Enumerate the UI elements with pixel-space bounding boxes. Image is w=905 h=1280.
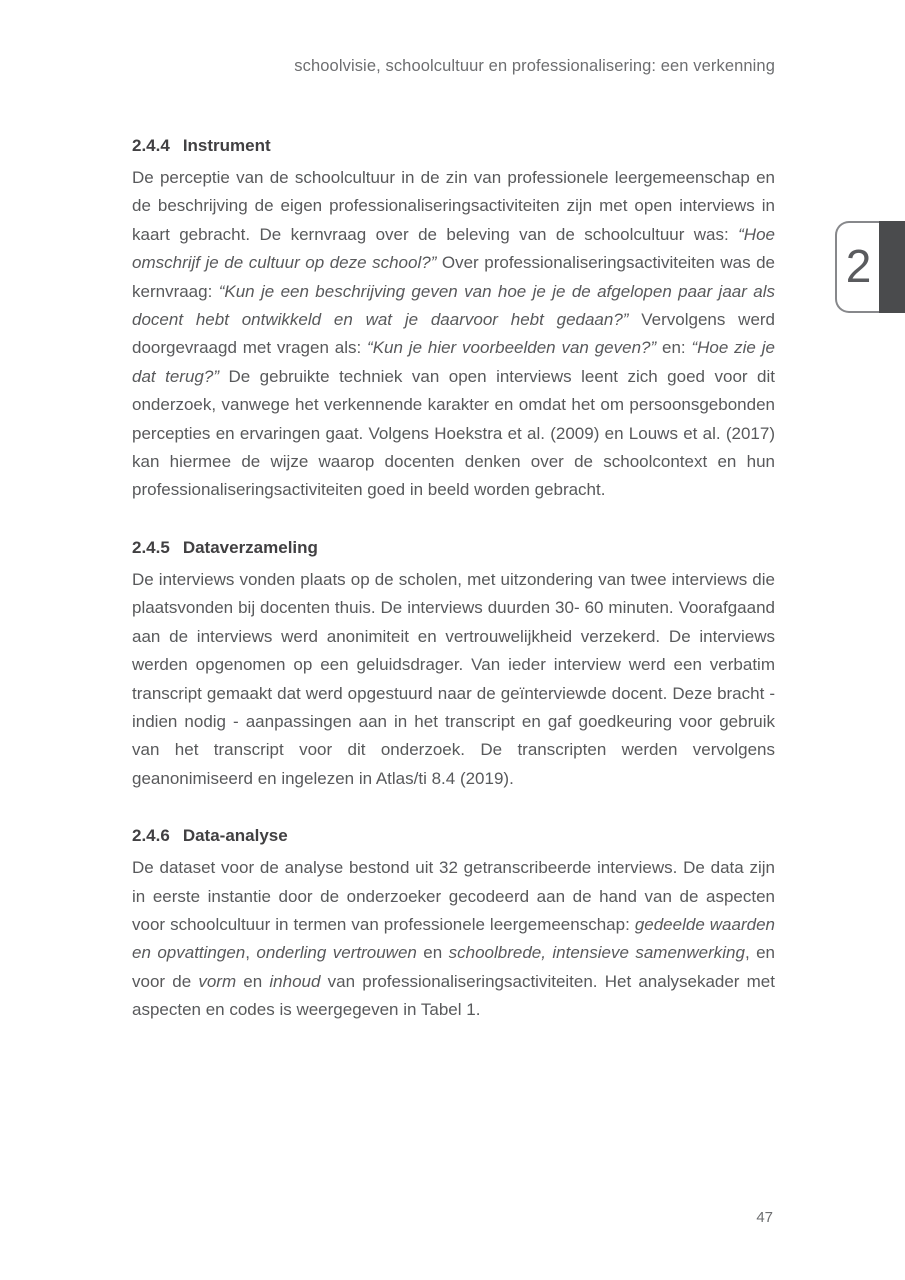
section-heading [132, 538, 775, 558]
section-title: Dataverzameling [182, 537, 318, 557]
section-paragraph: De dataset voor de analyse bestond uit 32 getranscribeerde interviews. De data zijn in eerste instantie door de onderzoeker gecodeerd aan de hand van de aspecten voor schoolcultuur in termen van professionele leergemeenschap: gedeelde waarden en opvattingen, onderling vertrouwen en schoolbrede, intensieve samenwerking, en voor de vorm en inhoud van professionaliseringsactiviteiten. Het analysekader met aspecten en codes is weergegeven in Tabel 1. [132, 858, 776, 1020]
section-title: Data-analyse [182, 826, 288, 846]
chapter-tab [835, 221, 880, 313]
section-number: 2.4.5 [132, 537, 170, 557]
section-dataverzameling [132, 538, 775, 793]
section-paragraph: De interviews vonden plaats op de scholen, met uitzondering van twee interviews die plaatsvonden bij docenten thuis. De interviews duurden 30- 60 minuten. Voorafgaand aan de interviews werd anonimiteit en vertrouwelijkheid verzekerd. De interviews werden opgenomen op een geluidsdrager. Van ieder interview werd een verbatim transcript gemaakt dat werd opgestuurd naar de geïnterviewde docent. Deze bracht - indien nodig - aanpassingen aan in het transcript en gaf goedkeuring voor gebruik van het transcript voor dit onderzoek. De transcripten werden vervolgens geanonimiseerd en ingelezen in Atlas/ti 8.4 (2019). [132, 569, 775, 788]
section-number: 2.4.4 [132, 136, 170, 155]
chapter-tab-number: 2 [845, 240, 872, 292]
page-content [132, 136, 775, 1025]
section-heading [132, 826, 775, 846]
section-paragraph: De perceptie van de schoolcultuur in de zin van professionele leergemeenschap en de beschrijving de eigen professionaliseringsactiviteiten zijn met open interviews in kaart gebracht. De kernvraag over de beleving van de schoolcultuur was: “Hoe omschrijf je de cultuur op deze school?” Over professionaliseringsactiviteiten was de kernvraag: “Kun je een beschrijving geven van hoe je je de afgelopen paar jaar als docent hebt ontwikkeld en wat je daarvoor hebt gedaan?” Vervolgens werd doorgevraagd met vragen als: “Kun je hier voorbeelden van geven?” en: “Hoe zie je dat terug?” De gebruikte techniek van open interviews leent zich goed voor dit onderzoek, vanwege het verkennende karakter en omdat het om persoonsgebonden percepties en ervaringen gaat. Volgens Hoekstra et al. (2009) en Louws et al. (2017) kan hiermee de wijze waarop docenten denken over de schoolcontext en hun professionaliseringsactiviteiten goed in beeld worden gebracht. [132, 168, 776, 500]
page-number: 47 [756, 1209, 773, 1226]
chapter-tab-dark-bar [879, 221, 905, 313]
section-title: Instrument [182, 136, 271, 155]
section-data-analyse [132, 826, 775, 1024]
section-heading [132, 136, 775, 156]
section-number: 2.4.6 [132, 826, 170, 846]
running-header: schoolvisie, schoolcultuur en professionalisering: een verkenning [294, 57, 775, 75]
section-instrument [132, 136, 775, 505]
